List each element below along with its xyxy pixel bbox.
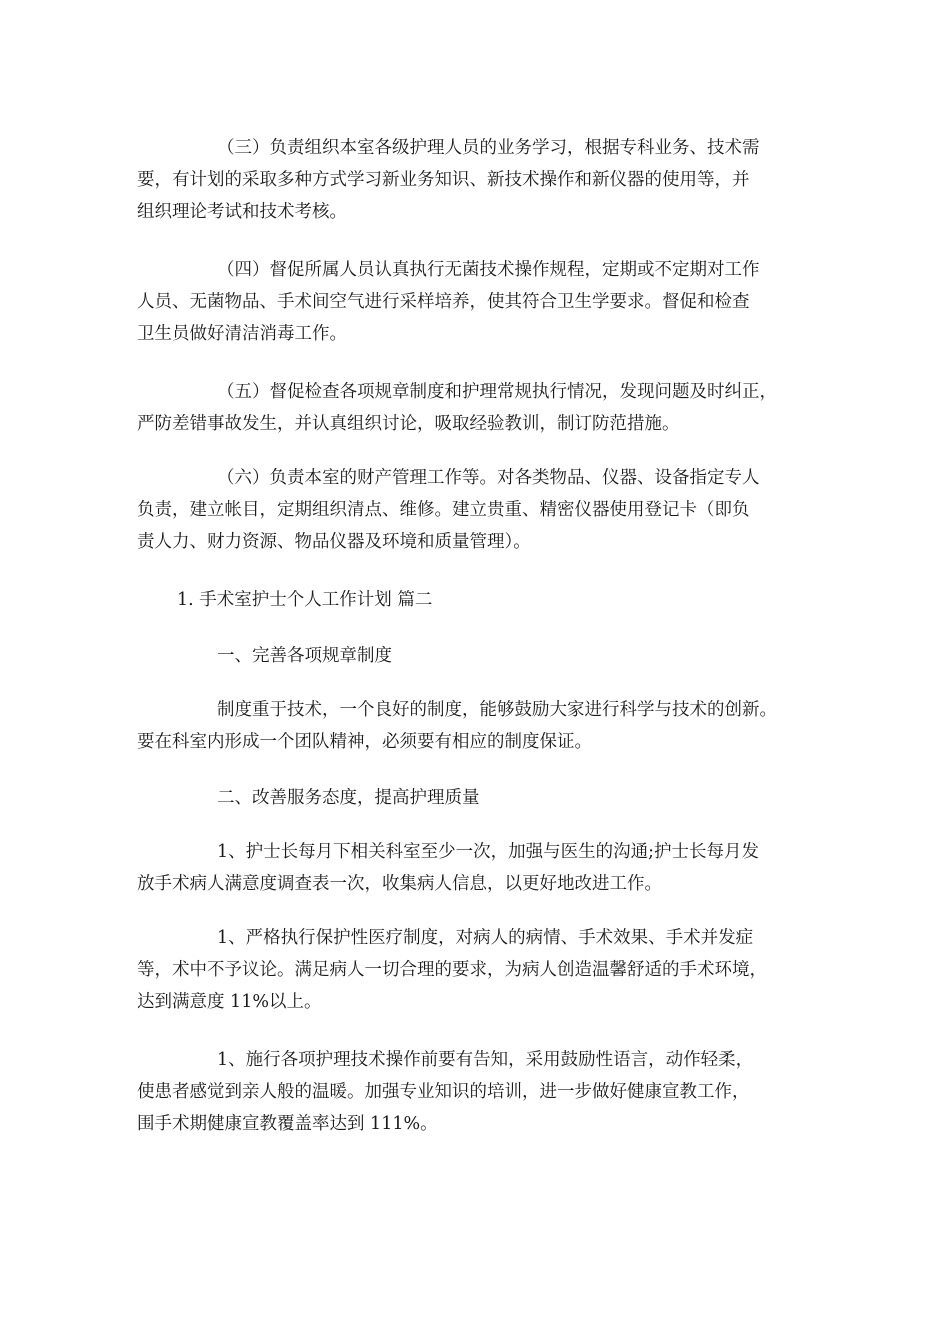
paragraph-rules-over-technique [137, 694, 817, 758]
text-line: 1、护士长每月下相关科室至少一次，加强与医生的沟通;护士长每月发 [217, 842, 760, 862]
text-line: （四）督促所属人员认真执行无菌技术操作规程，定期或不定期对工作 [217, 260, 760, 280]
text-line: 围手术期健康宣教覆盖率达到 111%。 [137, 1114, 438, 1134]
paragraph-3-team-training [137, 132, 817, 228]
text-line: 1、施行各项护理技术操作前要有告知，采用鼓励性语言，动作轻柔， [217, 1050, 754, 1070]
subheading-text: 一、完善各项规章制度 [217, 646, 392, 666]
text-line: 要在科室内形成一个团队精神，必须要有相应的制度保证。 [137, 732, 592, 752]
paragraph-6-property-management [137, 462, 817, 558]
paragraph-informed-procedures [137, 1044, 817, 1140]
paragraph-protective-care [137, 922, 817, 1018]
subheading-improve-rules [137, 640, 817, 672]
subheading-improve-service [137, 782, 817, 814]
text-line: （三）负责组织本室各级护理人员的业务学习，根据专科业务、技术需 [217, 138, 760, 158]
text-line: 要，有计划的采取多种方式学习新业务知识、新技术操作和新仪器的使用等，并 [137, 170, 750, 190]
text-line: 1、严格执行保护性医疗制度，对病人的病情、手术效果、手术并发症 [217, 928, 754, 948]
text-line: 组织理论考试和技术考核。 [137, 202, 347, 222]
paragraph-5-rule-inspection [137, 376, 817, 440]
text-line: 负责，建立帐目，定期组织清点、维修。建立贵重、精密仪器使用登记卡（即负 [137, 500, 750, 520]
paragraph-4-aseptic-supervision [137, 254, 817, 350]
paragraph-head-nurse-visits [137, 836, 817, 900]
text-line: 卫生员做好清洁消毒工作。 [137, 324, 347, 344]
text-line: （五）督促检查各项规章制度和护理常规执行情况，发现问题及时纠正， [217, 382, 777, 402]
text-line: （六）负责本室的财产管理工作等。对各类物品、仪器、设备指定专人 [217, 468, 760, 488]
text-line: 严防差错事故发生，并认真组织讨论，吸取经验教训，制订防范措施。 [137, 414, 680, 434]
section-title: 1. 手术室护士个人工作计划 篇二 [177, 590, 433, 610]
text-line: 制度重于技术，一个良好的制度，能够鼓励大家进行科学与技术的创新。 [217, 700, 777, 720]
text-line: 等，术中不予议论。满足病人一切合理的要求，为病人创造温馨舒适的手术环境， [137, 960, 767, 980]
text-line: 达到满意度 11%以上。 [137, 992, 322, 1012]
text-line: 放手术病人满意度调查表一次，收集病人信息，以更好地改进工作。 [137, 874, 662, 894]
section-heading-part-two [137, 584, 817, 616]
text-line: 人员、无菌物品、手术间空气进行采样培养，使其符合卫生学要求。督促和检查 [137, 292, 750, 312]
text-line: 使患者感觉到亲人般的温暖。加强专业知识的培训，进一步做好健康宣教工作， [137, 1082, 750, 1102]
subheading-text: 二、改善服务态度，提高护理质量 [217, 788, 480, 808]
text-line: 责人力、财力资源、物品仪器及环境和质量管理）。 [137, 532, 531, 552]
